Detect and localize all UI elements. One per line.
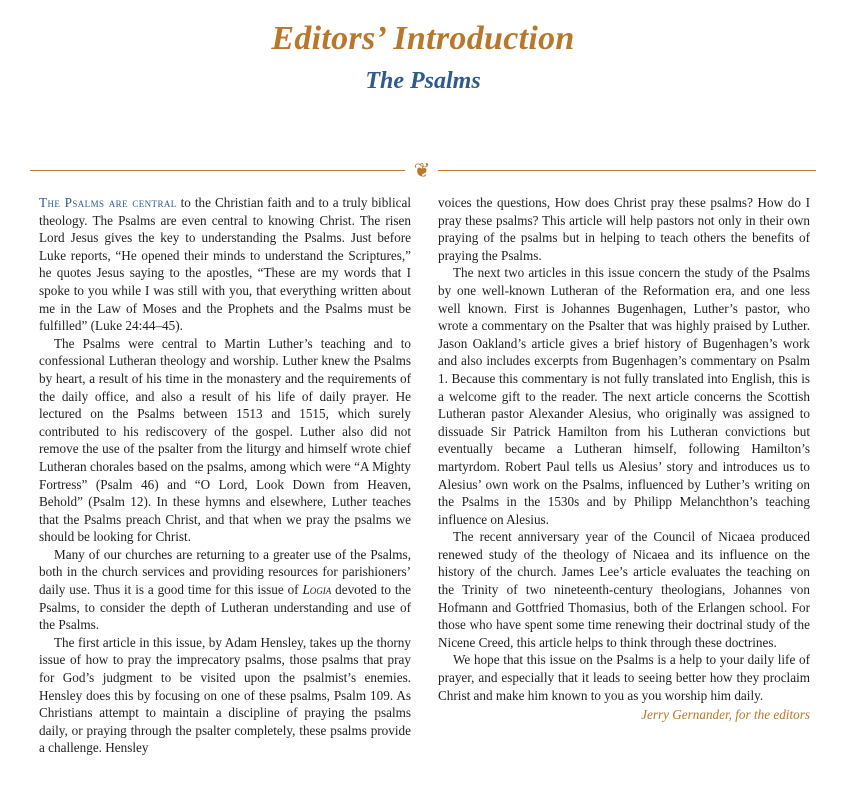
paragraph-6: The recent anniversary year of the Council of Nicaea produced renewed study of the theology of Nicaea and its influence on the history of the church. James Lee’s article evaluates the teaching on the Trinity of two nineteenth-century theologians, Johannes von Hofmann and Gottfried Thomasius, both of the Erlangen school. For those who have spent some time renewing their doctrinal study of the Nicene Creed, this article helps to think through these doctrines.	[438, 529, 810, 650]
lead-in-smallcaps: The Psalms are central	[39, 195, 177, 210]
paragraph-4: The first article in this issue, by Adam Hensley, takes up the thorny issue of how to pray the imprecatory psalms, those psalms that pray for God’s judgment to be visited upon the psalmist’s enemies. Hensley does this by focusing on one of these psalms, Psalm 109. As Christians attempt to maintain a discipline of praying the psalms daily, or praying through the psalter completely, these psalms provide a challenge. Hensley	[39, 634, 411, 756]
paragraph-2: The Psalms were central to Martin Luther’s teaching and to confessional Lutheran theology and worship. Luther knew the Psalms by heart, a result of his time in the monastery and the requirements of the daily office, and also a result of his life of daily prayer. He lectured on the Psalms between 1513 and 1515, which surely contributed to his rediscovery of the gospel. Luther also did not remove the use of the psalter from the liturgy and himself wrote chief Lutheran chorales based on the psalms, among which were “A Mighty Fortress” (Psalm 46) and “O Lord, Look Down from Heaven, Behold” (Psalm 12). In these hymns and elsewhere, Luther teaches that the Psalms preach Christ, and that when we pray the psalms we should be looking for Christ.	[39, 335, 411, 545]
paragraph-3	[39, 546, 411, 634]
divider-rule-right	[438, 170, 816, 171]
paragraph-1-text: to the Christian faith and to a truly biblical theology. The Psalms are even central to knowing Christ. The risen Lord Jesus gives the key to understanding the Psalms. Just before Luke reports, “He opened their minds to understand the Scriptures,” he quotes Jesus saying to the apostles, “These are my words that I spoke to you while I was still with you, that everything written about me in the Law of Moses and the Prophets and the Psalms must be fulfilled” (Luke 24:44–45).	[39, 195, 411, 334]
editor-signature: Jerry Gernander, for the editors	[641, 707, 810, 723]
divider-rule-left	[30, 170, 405, 171]
paragraph-7: We hope that this issue on the Psalms is a help to your daily life of prayer, and especially that it leads to seeing better how they proclaim Christ and make him known to you as you worship him daily.	[438, 652, 810, 703]
paragraph-4-continued: voices the questions, How does Christ pray these psalms? How do I pray these psalms? This article will help pastors not only in their own praying of the psalms but in helping to teach others the benefits of praying the Psalms.	[438, 195, 810, 263]
paragraph-1	[39, 194, 411, 335]
fleuron-icon: ❦	[413, 158, 431, 182]
right-column	[438, 194, 810, 724]
journal-name: Logia	[302, 582, 332, 598]
page-title: Editors’ Introduction	[271, 20, 575, 57]
page-subtitle: The Psalms	[365, 68, 481, 94]
section-divider	[30, 158, 816, 182]
paragraph-3-text-b: devoted to the Psalms, to consider the depth of Lutheran understanding and use of the Psalms.	[39, 582, 411, 633]
paragraph-3-text-a: Many of our churches are returning to a greater use of the Psalms, both in the church services and providing resources for parishioners’ daily use. Thus it is a good time for this issue of	[39, 546, 411, 598]
paragraph-5: The next two articles in this issue concern the study of the Psalms by one well-known Lutheran of the Reformation era, and one less well known. First is Johannes Bugenhagen, Luther’s pastor, who wrote a commentary on the Psalter that was highly praised by Luther. Jason Oakland’s article gives a brief history of Bugenhagen’s work and also includes excerpts from Bugenhagen’s commentary on Psalm 1. Because this commentary is not fully translated into English, this is a welcome gift to the reader. The next article concerns the Scottish Lutheran pastor Alexander Alesius, who originally was assigned to dissuade Sir Patrick Hamilton from his Lutheran convictions but eventually became a Lutheran himself, following Hamilton’s martyrdom. Robert Paul tells us Alesius’ story and introduces us to Alesius’ own work on the Psalms, influenced by Luther’s writing on the Psalms in the 1530s and by Philipp Melanchthon’s teaching influence on Alesius.	[438, 265, 810, 527]
left-column	[39, 194, 411, 757]
